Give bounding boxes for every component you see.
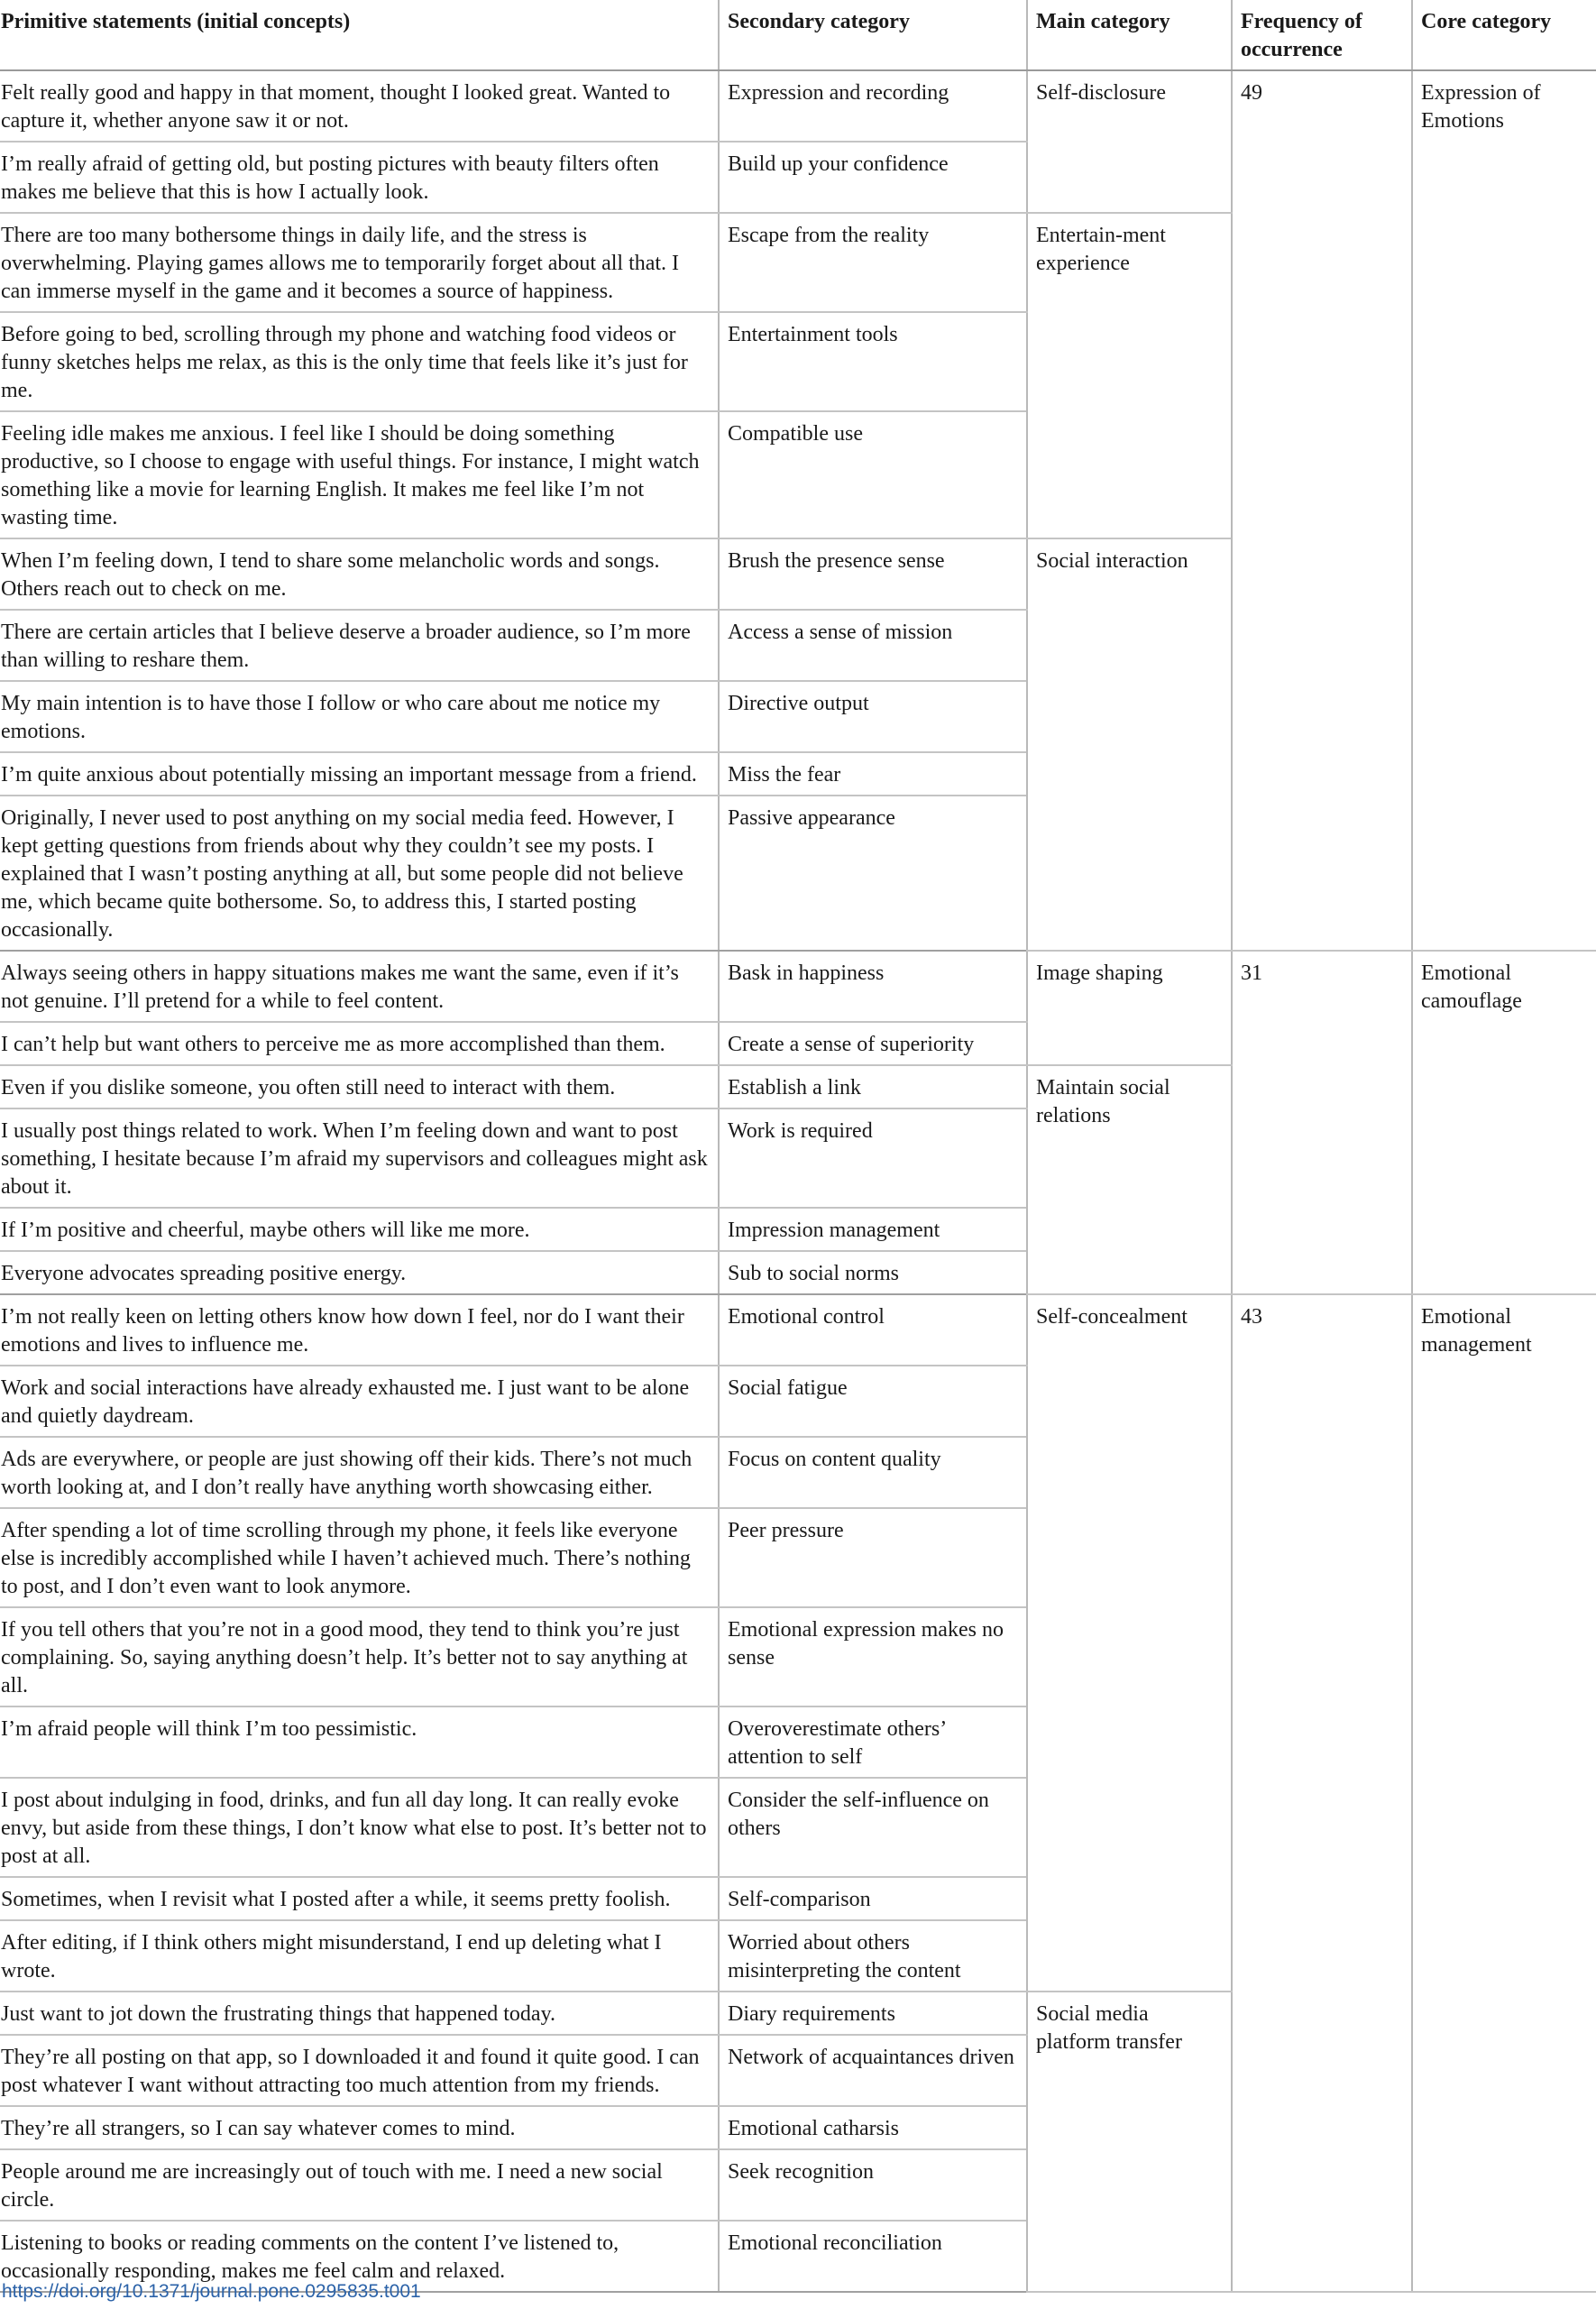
statement-cell: Ads are everywhere, or people are just showing off their kids. There’s not much worth looking at, and I don’t really have anything worth showcasing either. — [0, 1437, 719, 1508]
header-secondary: Secondary category — [719, 0, 1027, 70]
secondary-cell: Escape from the reality — [719, 213, 1027, 312]
secondary-cell: Worried about others misinterpreting the content — [719, 1920, 1027, 1992]
statement-cell: Everyone advocates spreading positive energy. — [0, 1251, 719, 1294]
secondary-cell: Emotional expression makes no sense — [719, 1607, 1027, 1706]
statement-cell: Felt really good and happy in that moment, thought I looked great. Wanted to capture it, whether anyone saw it or not. — [0, 70, 719, 142]
main-category-cell: Social interaction — [1027, 538, 1232, 951]
secondary-cell: Seek recognition — [719, 2149, 1027, 2221]
secondary-cell: Brush the presence sense — [719, 538, 1027, 610]
secondary-cell: Bask in happiness — [719, 951, 1027, 1022]
header-main: Main category — [1027, 0, 1232, 70]
main-category-cell: Image shaping — [1027, 951, 1232, 1065]
table-row — [0, 951, 1596, 1022]
core-category-cell: Expression of Emotions — [1412, 70, 1596, 951]
header-frequency: Frequency of occurrence — [1232, 0, 1412, 70]
secondary-cell: Focus on content quality — [719, 1437, 1027, 1508]
secondary-cell: Directive output — [719, 681, 1027, 752]
statement-cell: I’m quite anxious about potentially missing an important message from a friend. — [0, 752, 719, 796]
main-category-cell: Social media platform transfer — [1027, 1992, 1232, 2292]
main-category-cell: Self-disclosure — [1027, 70, 1232, 213]
statement-cell: Feeling idle makes me anxious. I feel like I should be doing something productive, so I choose to engage with useful things. For instance, I might watch something like a movie for learning English. It makes me feel like I’m not wasting time. — [0, 411, 719, 538]
statement-cell: Before going to bed, scrolling through my phone and watching food videos or funny sketches helps me relax, as this is the only time that feels like it’s just for me. — [0, 312, 719, 411]
secondary-cell: Emotional control — [719, 1294, 1027, 1366]
statement-cell: People around me are increasingly out of touch with me. I need a new social circle. — [0, 2149, 719, 2221]
main-category-cell: Self-concealment — [1027, 1294, 1232, 1992]
statement-cell: After editing, if I think others might misunderstand, I end up deleting what I wrote. — [0, 1920, 719, 1992]
secondary-cell: Sub to social norms — [719, 1251, 1027, 1294]
statement-cell: They’re all strangers, so I can say whatever comes to mind. — [0, 2106, 719, 2149]
statement-cell: My main intention is to have those I follow or who care about me notice my emotions. — [0, 681, 719, 752]
statement-cell: Just want to jot down the frustrating things that happened today. — [0, 1992, 719, 2035]
core-category-cell: Emotional management — [1412, 1294, 1596, 2292]
secondary-cell: Build up your confidence — [719, 142, 1027, 213]
core-category-cell: Emotional camouflage — [1412, 951, 1596, 1294]
secondary-cell: Create a sense of superiority — [719, 1022, 1027, 1065]
table-row — [0, 1294, 1596, 1366]
statement-cell: Even if you dislike someone, you often still need to interact with them. — [0, 1065, 719, 1109]
statement-cell: If you tell others that you’re not in a good mood, they tend to think you’re just complaining. So, saying anything doesn’t help. It’s better not to say anything at all. — [0, 1607, 719, 1706]
secondary-cell: Self-comparison — [719, 1877, 1027, 1920]
statement-cell: I’m really afraid of getting old, but posting pictures with beauty filters often makes me believe that this is how I actually look. — [0, 142, 719, 213]
secondary-cell: Expression and recording — [719, 70, 1027, 142]
secondary-cell: Overoverestimate others’ attention to self — [719, 1706, 1027, 1778]
header-core: Core category — [1412, 0, 1596, 70]
secondary-cell: Work is required — [719, 1109, 1027, 1208]
secondary-cell: Impression management — [719, 1208, 1027, 1251]
frequency-cell: 43 — [1232, 1294, 1412, 2292]
statement-cell: When I’m feeling down, I tend to share some melancholic words and songs. Others reach out to check on me. — [0, 538, 719, 610]
statement-cell: I can’t help but want others to perceive me as more accomplished than them. — [0, 1022, 719, 1065]
table-row — [0, 70, 1596, 142]
statement-cell: Always seeing others in happy situations makes me want the same, even if it’s not genuine. I’ll pretend for a while to feel content. — [0, 951, 719, 1022]
statement-cell: There are too many bothersome things in daily life, and the stress is overwhelming. Playing games allows me to temporarily forget about all that. I can immerse myself in the game and it becomes a source of happiness. — [0, 213, 719, 312]
secondary-cell: Access a sense of mission — [719, 610, 1027, 681]
secondary-cell: Diary requirements — [719, 1992, 1027, 2035]
secondary-cell: Compatible use — [719, 411, 1027, 538]
main-category-cell: Maintain social relations — [1027, 1065, 1232, 1294]
secondary-cell: Emotional catharsis — [719, 2106, 1027, 2149]
frequency-cell: 49 — [1232, 70, 1412, 951]
statement-cell: I usually post things related to work. When I’m feeling down and want to post something, I hesitate because I’m afraid my supervisors and colleagues might ask about it. — [0, 1109, 719, 1208]
statement-cell: Originally, I never used to post anything on my social media feed. However, I kept getting questions from friends about why they couldn’t see my posts. I explained that I wasn’t posting anything at all, but some people did not believe me, which became quite bothersome. So, to address this, I started posting occasionally. — [0, 796, 719, 951]
header-primitive: Primitive statements (initial concepts) — [0, 0, 719, 70]
header-row — [0, 0, 1596, 70]
secondary-cell: Entertainment tools — [719, 312, 1027, 411]
statement-cell: I’m afraid people will think I’m too pessimistic. — [0, 1706, 719, 1778]
statement-cell: I’m not really keen on letting others know how down I feel, nor do I want their emotions and lives to influence me. — [0, 1294, 719, 1366]
secondary-cell: Peer pressure — [719, 1508, 1027, 1607]
statement-cell: After spending a lot of time scrolling through my phone, it feels like everyone else is incredibly accomplished while I haven’t achieved much. There’s nothing to post, and I don’t even want to look anymore. — [0, 1508, 719, 1607]
statement-cell: Work and social interactions have already exhausted me. I just want to be alone and quietly daydream. — [0, 1366, 719, 1437]
secondary-cell: Establish a link — [719, 1065, 1027, 1109]
secondary-cell: Consider the self-influence on others — [719, 1778, 1027, 1877]
statement-cell: Listening to books or reading comments on the content I’ve listened to, occasionally responding, makes me feel calm and relaxed. — [0, 2221, 719, 2292]
secondary-cell: Passive appearance — [719, 796, 1027, 951]
statement-cell: I post about indulging in food, drinks, and fun all day long. It can really evoke envy, but aside from these things, I don’t know what else to post. It’s better not to post at all. — [0, 1778, 719, 1877]
statement-cell: If I’m positive and cheerful, maybe others will like me more. — [0, 1208, 719, 1251]
secondary-cell: Miss the fear — [719, 752, 1027, 796]
statement-cell: There are certain articles that I believe deserve a broader audience, so I’m more than willing to reshare them. — [0, 610, 719, 681]
statement-cell: Sometimes, when I revisit what I posted after a while, it seems pretty foolish. — [0, 1877, 719, 1920]
secondary-cell: Network of acquaintances driven — [719, 2035, 1027, 2106]
frequency-cell: 31 — [1232, 951, 1412, 1294]
statement-cell: They’re all posting on that app, so I downloaded it and found it quite good. I can post whatever I want without attracting too much attention from my friends. — [0, 2035, 719, 2106]
doi-link[interactable]: https://doi.org/10.1371/journal.pone.0295835.t001 — [2, 2281, 421, 2302]
main-category-cell: Entertain-ment experience — [1027, 213, 1232, 538]
secondary-cell: Emotional reconciliation — [719, 2221, 1027, 2292]
secondary-cell: Social fatigue — [719, 1366, 1027, 1437]
